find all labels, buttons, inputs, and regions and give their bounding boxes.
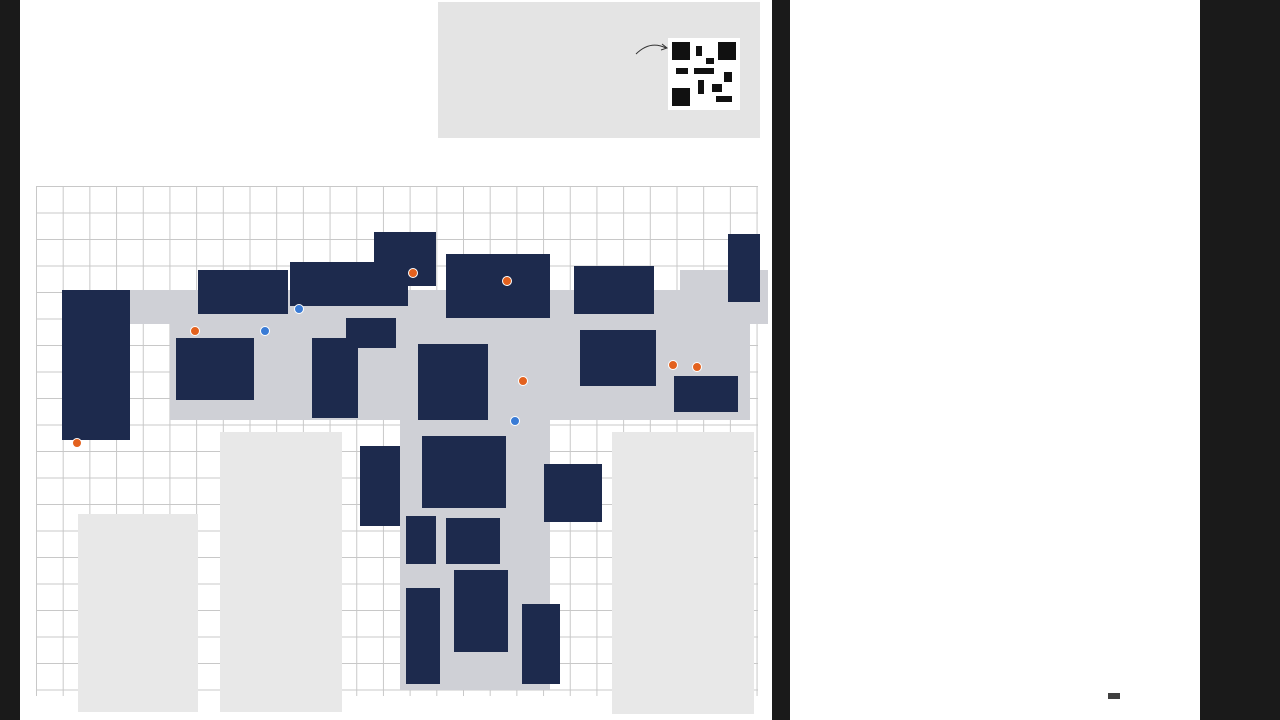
schedule-page xyxy=(790,0,1200,720)
building-iab[interactable] xyxy=(198,270,288,314)
building-art[interactable] xyxy=(544,464,602,522)
building-xag[interactable] xyxy=(360,446,400,526)
building-ms[interactable] xyxy=(418,344,488,420)
building-bse[interactable] xyxy=(454,570,508,652)
building-mb[interactable] xyxy=(674,376,738,412)
building-eb[interactable] xyxy=(446,518,500,564)
info-station-icon[interactable] xyxy=(518,376,528,386)
info-station-icon[interactable] xyxy=(408,268,418,278)
arrow-icon xyxy=(634,38,670,60)
building-jpl[interactable] xyxy=(580,330,656,386)
building-rwc[interactable] xyxy=(62,290,130,440)
qr-code-icon[interactable] xyxy=(668,38,740,110)
building-seb[interactable] xyxy=(522,604,560,684)
building-su-north[interactable] xyxy=(374,232,436,286)
building-hsu[interactable] xyxy=(312,338,358,418)
building-cc[interactable] xyxy=(176,338,254,400)
info-station-icon[interactable] xyxy=(668,360,678,370)
walkway xyxy=(88,290,768,324)
info-station-icon[interactable] xyxy=(190,326,200,336)
check-in-icon[interactable] xyxy=(692,362,702,372)
video-timestamp xyxy=(1108,693,1120,699)
tours-icon[interactable] xyxy=(510,416,520,426)
building-paseo[interactable] xyxy=(346,318,396,348)
one-on-one-icon[interactable] xyxy=(294,304,304,314)
building-bsb[interactable] xyxy=(406,516,436,564)
key-panel xyxy=(612,432,754,714)
check-in-icon[interactable] xyxy=(72,438,82,448)
building-mh[interactable] xyxy=(446,254,550,318)
map-page xyxy=(20,0,772,720)
building-fln[interactable] xyxy=(422,436,506,508)
tours-icon[interactable] xyxy=(260,326,270,336)
info-station-icon[interactable] xyxy=(502,276,512,286)
campus-dining-panel xyxy=(78,514,198,712)
building-brg[interactable] xyxy=(728,234,760,302)
resources-panel xyxy=(438,2,760,138)
legend-panel xyxy=(220,432,342,712)
building-aet[interactable] xyxy=(406,588,440,684)
building-bb[interactable] xyxy=(574,266,654,314)
